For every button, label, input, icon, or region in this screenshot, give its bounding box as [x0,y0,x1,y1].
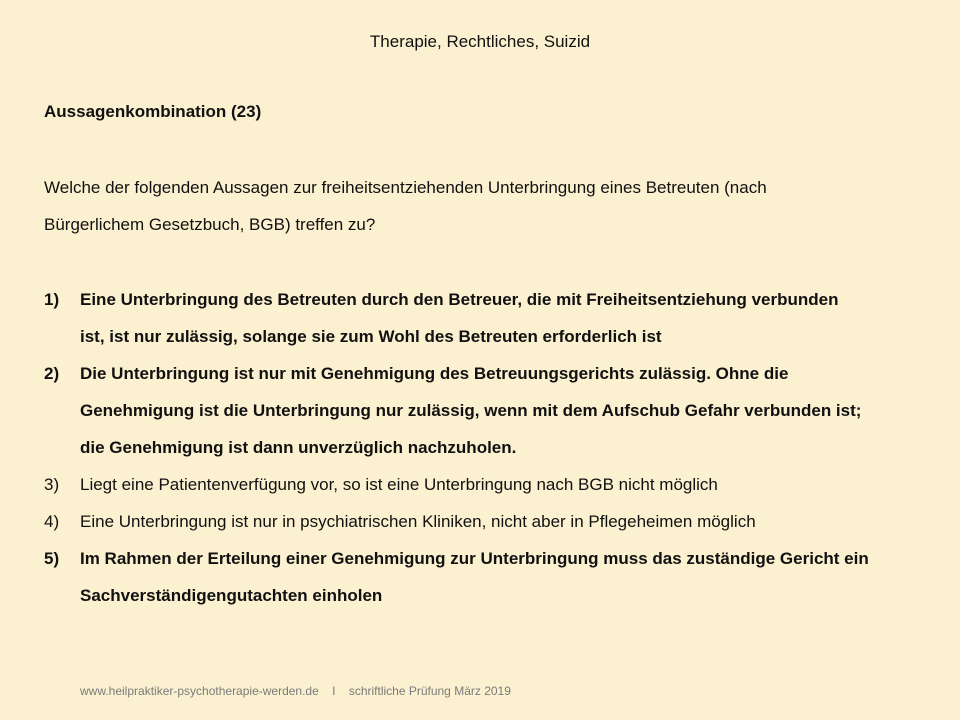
statement-4 [44,503,934,540]
question-text [44,169,914,243]
statement-text [80,503,934,540]
statement-text [80,540,934,614]
statement-line: Liegt eine Patientenverfügung vor, so ist eine Unterbringung nach BGB nicht möglich [80,475,718,494]
section-heading: Aussagenkombination (23) [44,102,262,121]
statement-number: 2) [44,364,60,383]
statement-number: 1) [44,290,60,309]
statement-number: 3) [44,475,60,494]
question-line: Welche der folgenden Aussagen zur freiheitsentziehenden Unterbringung eines Betreuten (nach [44,178,767,197]
statement-line: Im Rahmen der Erteilung einer Genehmigung zur Unterbringung muss das zuständige Gericht ein [80,549,869,568]
statement-2 [44,355,934,466]
footer-exam: schriftliche Prüfung März 2019 [348,684,511,698]
statement-line: Die Unterbringung ist nur mit Genehmigung des Betreuungsgerichts zulässig. Ohne die [80,364,789,383]
statement-list [44,281,934,614]
statement-3 [44,466,934,503]
statement-line: Sachverständigengutachten einholen [80,586,383,605]
statement-1 [44,281,934,355]
statement-line: ist, ist nur zulässig, solange sie zum Wohl des Betreuten erforderlich ist [80,327,662,346]
statement-line: Eine Unterbringung des Betreuten durch den Betreuer, die mit Freiheitsentziehung verbunden [80,290,839,309]
statement-number: 5) [44,549,60,568]
footer [80,684,511,698]
question-line: Bürgerlichem Gesetzbuch, BGB) treffen zu? [44,215,376,234]
statement-number: 4) [44,512,60,531]
footer-website: www.heilpraktiker-psychotherapie-werden.de [80,684,319,698]
statement-line: Genehmigung ist die Unterbringung nur zulässig, wenn mit dem Aufschub Gefahr verbunden ist; [80,401,862,420]
statement-line: Eine Unterbringung ist nur in psychiatrischen Kliniken, nicht aber in Pflegeheimen möglich [80,512,756,531]
statement-text [80,355,934,466]
statement-text [80,466,934,503]
statement-line: die Genehmigung ist dann unverzüglich nachzuholen. [80,438,517,457]
statement-5 [44,540,934,614]
slide-title: Therapie, Rechtliches, Suizid [369,32,591,51]
footer-separator: I [332,684,336,698]
statement-text [80,281,934,355]
